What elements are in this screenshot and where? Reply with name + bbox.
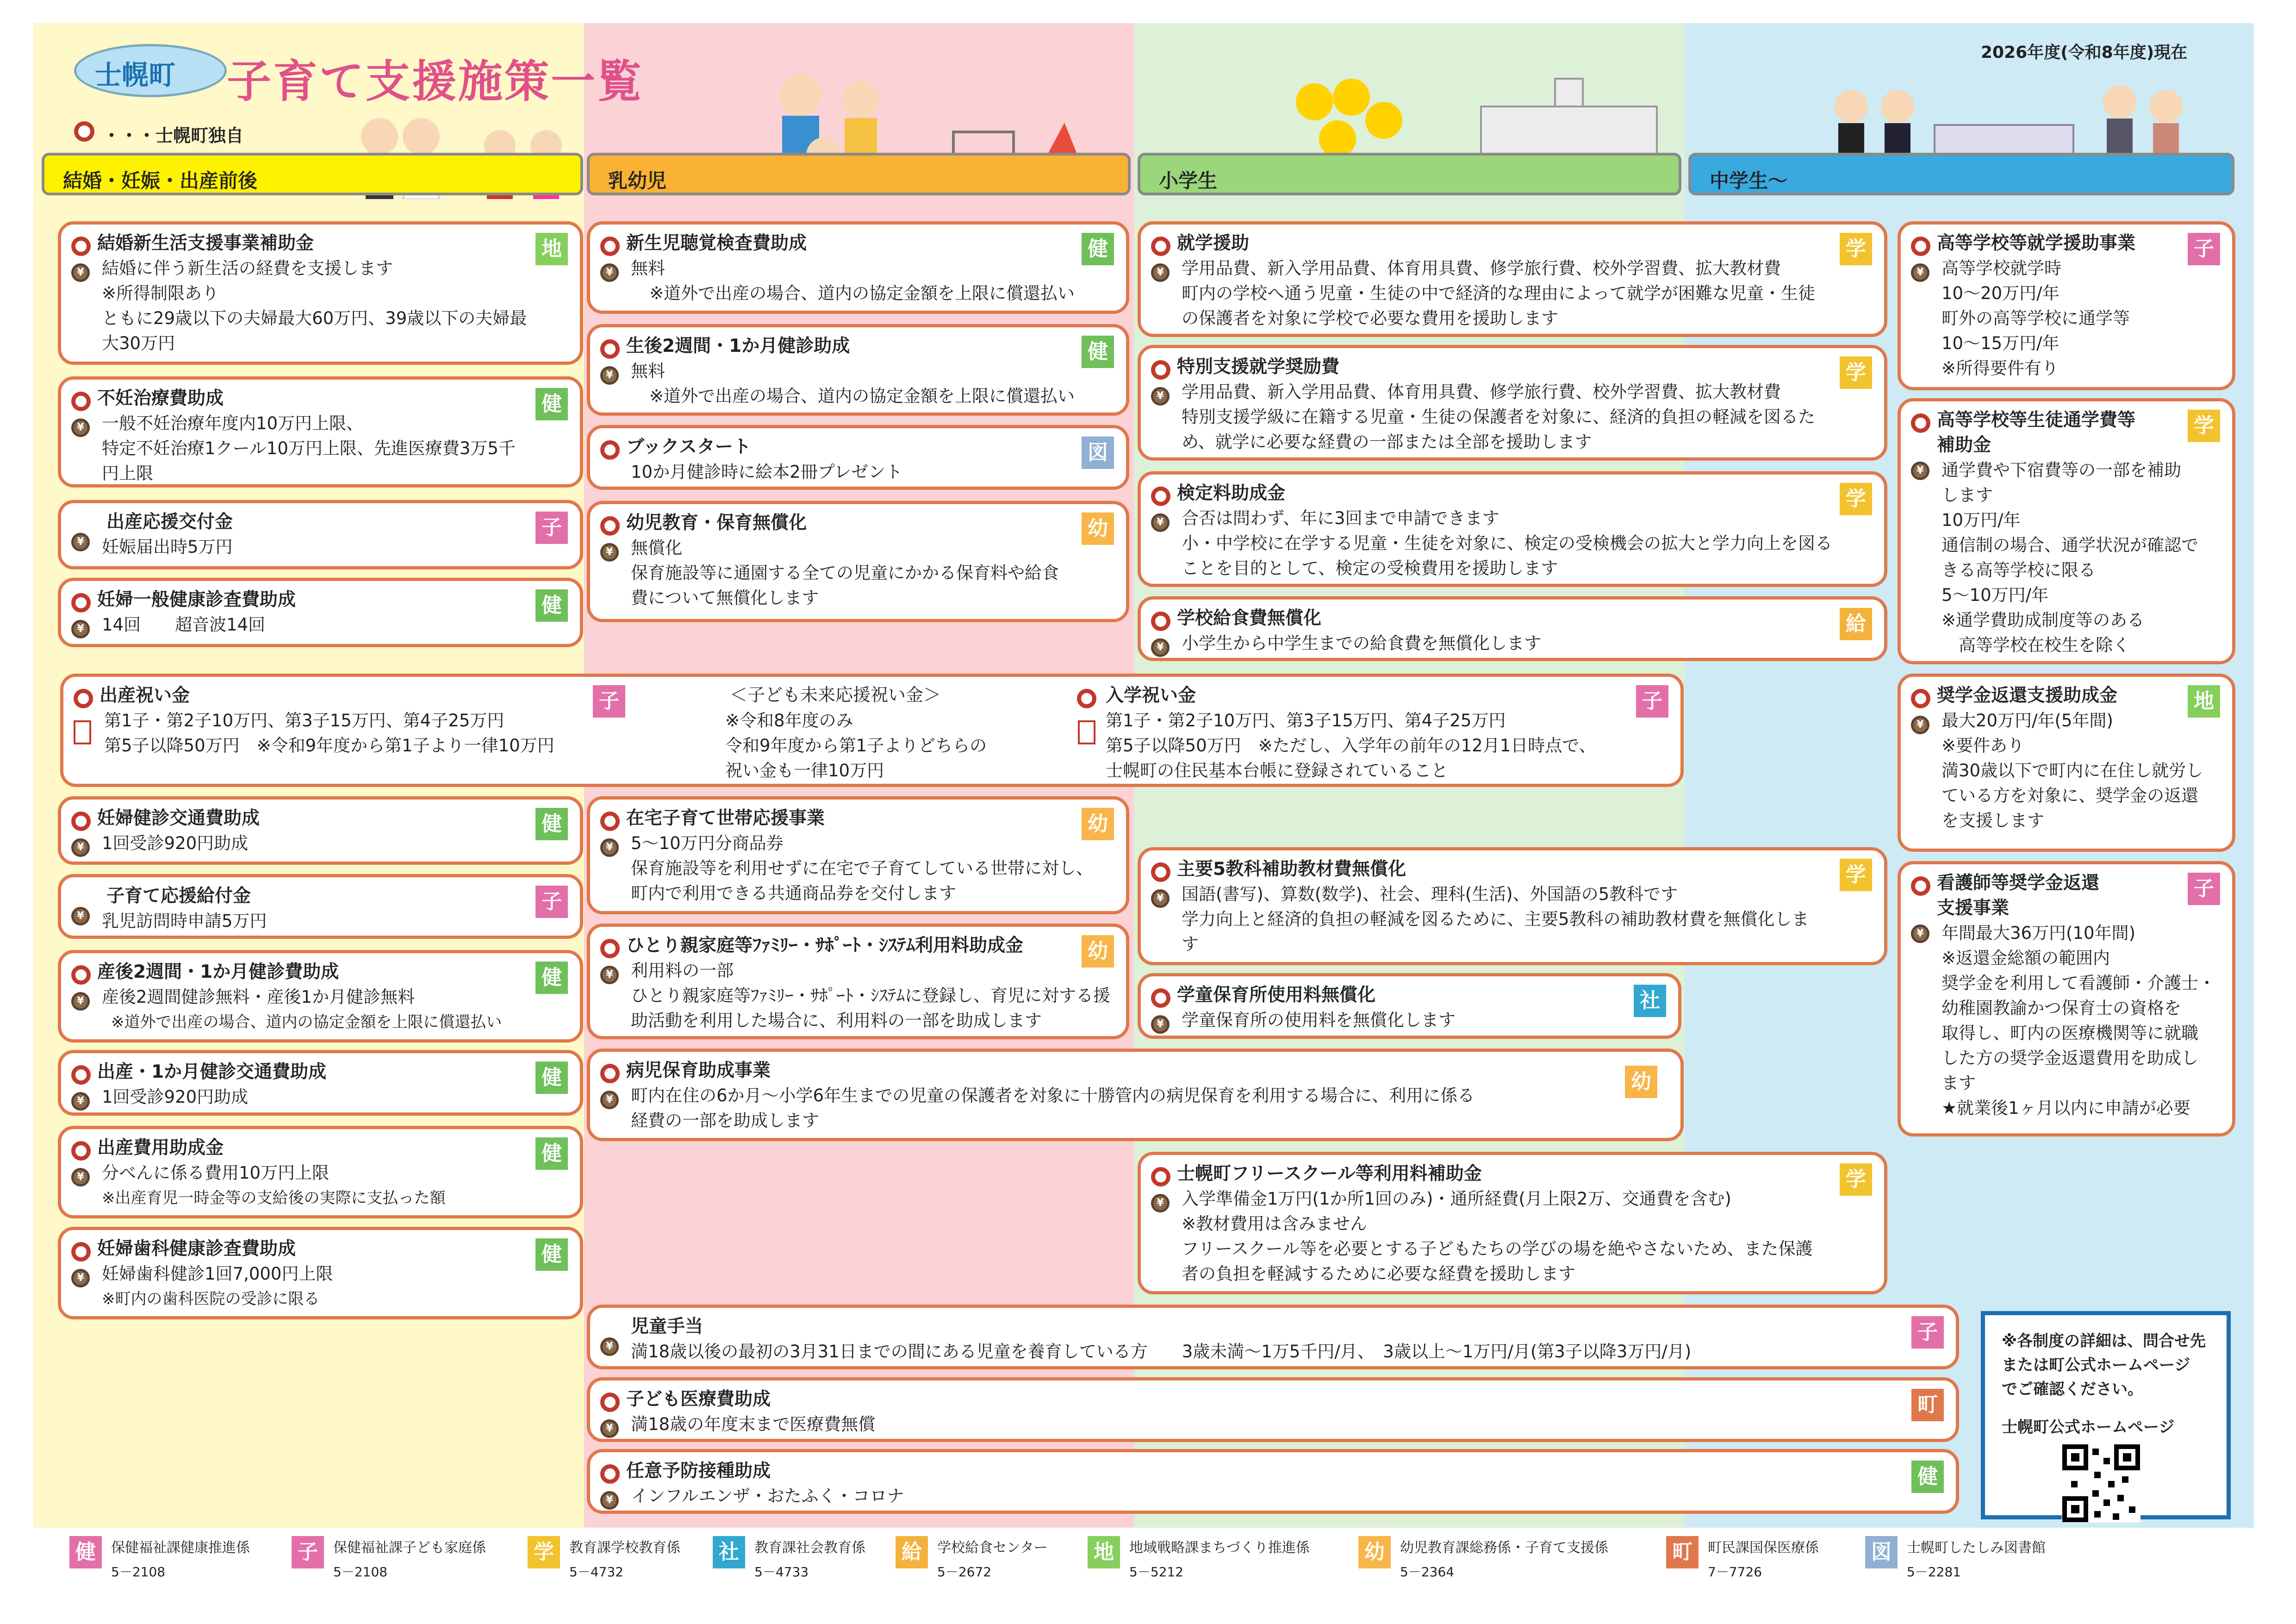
card-birth-and-enrollment-gifts[interactable]: 出産祝い金 第1子・第2子10万円、第3子15万円、第4子25万円 第5子以降50万円 ※令和9年度から第1子より一律10万円 子 ＜子ども未来応援祝い金＞ ※令和8年度のみ 令和9年度から第1子よりどちらの 祝い金も一律10万円 入学祝い金 第1子・第2子10万円、第3子15万円、第4子25万円 第5子以降50万円 ※ただし、入学年の前年の12月1日時点で、 士幌町の住民基本台帳に登録されていること 子 <box>60 674 1684 787</box>
badge-ko: 子 <box>1636 685 1668 718</box>
badge-chi: 地 <box>2188 685 2220 718</box>
town-original-icon <box>1151 988 1170 1008</box>
badge-ko: 子 <box>593 685 625 718</box>
card-child-allowance[interactable]: ¥ 児童手当 満18歳以後の最初の3月31日までの間にある児童を養育している方 3歳未満～1万5千円/月、 3歳以上～1万円/月(第3子以降3万円/月) 子 <box>587 1305 1959 1369</box>
band-pregnancy: 結婚・妊娠・出産前後 <box>42 153 583 195</box>
town-original-icon <box>1151 862 1170 882</box>
badge-ken: 健 <box>535 388 568 420</box>
town-original-icon <box>1151 360 1170 380</box>
yen-icon: ¥ <box>71 620 90 638</box>
card-high-school-aid[interactable]: ¥ 高等学校等就学援助事業 高等学校就学時 10～20万円/年 町外の高等学校に通学等 10～15万円/年 ※所得要件有り 子 <box>1898 221 2235 390</box>
marker-legend-icon <box>74 121 94 142</box>
qr-code-icon[interactable] <box>2062 1444 2140 1523</box>
yen-icon: ¥ <box>71 1168 90 1187</box>
badge-you: 幼 <box>1082 512 1114 545</box>
card-bookstart[interactable]: ブックスタート 10か月健診時に絵本2冊プレゼント 図 <box>587 425 1129 490</box>
band-infant: 乳幼児 <box>587 153 1131 195</box>
badge-ko: 子 <box>1911 1316 1944 1349</box>
date-label: 2026年度(令和8年度)現在 <box>1981 43 2188 62</box>
yen-icon: ¥ <box>600 1091 619 1109</box>
card-dental-checkup[interactable]: ¥ 妊婦歯科健康診査費助成 妊婦歯科健診1回7,000円上限 ※町内の歯科医院の受診に限る 健 <box>58 1227 583 1319</box>
band-elementary: 小学生 <box>1138 153 1681 195</box>
yen-icon: ¥ <box>600 543 619 562</box>
band-junior-high: 中学生～ <box>1688 153 2234 195</box>
town-original-icon <box>71 965 91 985</box>
future-fund-heading: ＜子ども未来応援祝い金＞ <box>730 685 941 705</box>
badge-kyu: 給 <box>1840 608 1872 640</box>
yen-icon: ¥ <box>600 1491 619 1510</box>
badge-gaku: 学 <box>1840 859 1872 891</box>
town-original-icon <box>1911 413 1930 433</box>
yen-icon: ¥ <box>1911 924 1929 943</box>
town-original-icon <box>600 516 620 536</box>
yen-icon: ¥ <box>1911 263 1929 282</box>
yen-icon: ¥ <box>600 263 619 282</box>
card-child-medical[interactable]: ¥ 子ども医療費助成 満18歳の年度末まで医療費無償 町 <box>587 1377 1959 1442</box>
badge-gaku: 学 <box>2188 410 2220 442</box>
yen-icon: ¥ <box>1151 1194 1170 1212</box>
town-original-icon <box>71 237 91 256</box>
card-afterschool-care[interactable]: ¥ 学童保育所使用料無償化 学童保育所の使用料を無償化します 社 <box>1138 973 1681 1039</box>
yen-icon: ¥ <box>71 533 90 551</box>
gift-envelope-icon <box>1078 720 1095 744</box>
town-original-icon <box>1911 237 1930 256</box>
town-original-icon <box>71 392 91 411</box>
card-marriage-support[interactable]: ¥ 結婚新生活支援事業補助金 結婚に伴う新生活の経費を支援します ※所得制限あり ともに29歳以下の夫婦最大60万円、39歳以下の夫婦最 大30万円 地 <box>58 221 583 365</box>
card-nursing-scholarship[interactable]: ¥ 看護師等奨学金返還 支援事業 年間最大36万円(10年間) ※返還金総額の範囲内 奨学金を利用して看護師・介護士・ 幼稚園教諭かつ保育士の資格を 取得し、町内の医療機関等に就職 した方の奨学金返還費用を助成し ます ★就業後1ヶ月以内に申請が必要 子 <box>1898 861 2235 1137</box>
badge-ko: 子 <box>2188 233 2220 265</box>
badge-ken: 健 <box>1082 233 1114 265</box>
badge-ken: 健 <box>535 589 568 622</box>
marker-legend-text: ・・・士幌町独自 <box>103 125 244 146</box>
badge-gaku: 学 <box>1840 483 1872 515</box>
card-childrearing-grant[interactable]: ¥ 子育て応援給付金 乳児訪問時申請5万円 子 <box>58 874 583 939</box>
yen-icon: ¥ <box>1911 462 1929 480</box>
card-postnatal-checkup[interactable]: ¥ 生後2週間・1か月健診助成 無料 ※道外で出産の場合、道内の協定金額を上限に償還払い 健 <box>587 324 1129 416</box>
badge-you: 幼 <box>1625 1066 1657 1098</box>
badge-you: 幼 <box>1082 808 1114 840</box>
badge-gaku: 学 <box>1840 233 1872 265</box>
town-original-icon <box>1911 689 1930 708</box>
card-exam-fee-aid[interactable]: ¥ 検定料助成金 合否は問わず、年に3回まで申請できます 小・中学校に在学する児童・生徒を対象に、検定の受検機会の拡大と学力向上を図る ことを目的として、検定の受検費用を援助します 学 <box>1138 471 1887 587</box>
yen-icon: ¥ <box>1911 716 1929 734</box>
yen-icon: ¥ <box>600 966 619 984</box>
town-original-icon <box>71 593 91 612</box>
yen-icon: ¥ <box>1151 638 1170 657</box>
yen-icon: ¥ <box>1151 889 1170 908</box>
town-original-icon <box>1151 1167 1170 1187</box>
badge-ko: 子 <box>535 886 568 918</box>
card-home-childcare-support[interactable]: ¥ 在宅子育て世帯応援事業 5～10万円分商品券 保育施設等を利用せずに在宅で子育てしている世帯に対し、 町内で利用できる共通商品券を交付します 幼 <box>587 796 1129 914</box>
yen-icon: ¥ <box>600 1419 619 1438</box>
card-school-aid[interactable]: ¥ 就学援助 学用品費、新入学用品費、体育用具費、修学旅行費、校外学習費、拡大教材費 町内の学校へ通う児童・生徒の中で経済的な理由によって就学が困難な児童・生徒 の保護者を対象に学校で必要な費用を援助します 学 <box>1138 221 1887 337</box>
badge-machi: 町 <box>1911 1389 1944 1421</box>
card-infertility[interactable]: ¥ 不妊治療費助成 一般不妊治療年度内10万円上限、 特定不妊治療1クール10万円上限、先進医療費3万5千 円上限 健 <box>58 376 583 487</box>
yen-icon: ¥ <box>71 838 90 857</box>
town-original-icon <box>71 1242 91 1262</box>
town-original-icon <box>74 689 93 708</box>
town-original-icon <box>1911 876 1930 896</box>
badge-chi: 地 <box>535 233 568 265</box>
badge-sha: 社 <box>1634 985 1666 1017</box>
yen-icon: ¥ <box>71 1092 90 1111</box>
badge-gaku: 学 <box>1840 356 1872 389</box>
card-birth-checkup-transport[interactable]: ¥ 出産・1か月健診交通費助成 1回受診920円助成 健 <box>58 1050 583 1116</box>
yen-icon: ¥ <box>600 366 619 385</box>
card-sick-child-care[interactable]: ¥ 病児保育助成事業 町内在住の6か月～小学6年生までの児童の保護者を対象に十勝管内の病児保育を利用する場合に、利用に係る 経費の一部を助成します 幼 <box>587 1049 1684 1141</box>
card-high-school-commute[interactable]: ¥ 高等学校等生徒通学費等 補助金 通学費や下宿費等の一部を補助 します 10万円/年 通信制の場合、通学状況が確認で きる高等学校に限る 5～10万円/年 ※通学費助成制度等のある 高等学校在校生を除く 学 <box>1898 398 2235 664</box>
town-original-icon <box>600 1393 620 1412</box>
yen-icon: ¥ <box>1151 513 1170 532</box>
gift-envelope-icon <box>74 720 91 744</box>
town-original-icon <box>600 237 620 256</box>
town-original-icon <box>71 1141 91 1161</box>
town-original-icon <box>71 1065 91 1085</box>
yen-icon: ¥ <box>1151 263 1170 282</box>
page-title: 子育て支援施策一覧 <box>227 56 643 107</box>
badge-zu: 図 <box>1082 437 1114 469</box>
town-original-icon <box>1151 612 1170 631</box>
badge-ken: 健 <box>535 1238 568 1271</box>
card-free-school-lunch[interactable]: ¥ 学校給食費無償化 小学生から中学生までの給食費を無償化します 給 <box>1138 596 1887 661</box>
yen-icon: ¥ <box>71 907 90 925</box>
town-original-icon <box>1077 689 1096 708</box>
yen-icon: ¥ <box>71 992 90 1011</box>
badge-ken: 健 <box>1082 336 1114 368</box>
card-birth-cost-aid[interactable]: ¥ 出産費用助成金 分べんに係る費用10万円上限 ※出産育児一時金等の支給後の実際に支払った額 健 <box>58 1126 583 1218</box>
card-birth-support-grant[interactable]: ¥ 出産応援交付金 妊娠届出時5万円 子 <box>58 500 583 569</box>
card-free-school-fee[interactable]: ¥ 士幌町フリースクール等利用料補助金 入学準備金1万円(1か所1回のみ)・通所経費(月上限2万、交通費を含む) ※教材費用は含みません フリースクール等を必要とする子どもたちの学びの場を絶やさないため、また保護 者の負担を軽減するために必要な経費を援助します 学 <box>1138 1152 1887 1294</box>
town-original-icon <box>600 440 620 460</box>
card-family-support-fee[interactable]: ¥ ひとり親家庭等ﾌｧﾐﾘｰ・ｻﾎﾟｰﾄ・ｼｽﾃﾑ利用料助成金 利用料の一部 ひとり親家庭等ﾌｧﾐﾘｰ・ｻﾎﾟｰﾄ・ｼｽﾃﾑに登録し、育児に対する援 助活動を利用した場合に、利用料の一部を助成します 幼 <box>587 924 1129 1039</box>
badge-you: 幼 <box>1082 935 1114 968</box>
contact-box: ※各制度の詳細は、問合せ先 または町公式ホームページ でご確認ください。 士幌町公式ホームページ <box>1981 1311 2231 1519</box>
yen-icon: ¥ <box>71 1269 90 1287</box>
town-original-icon <box>1151 237 1170 256</box>
card-vaccination[interactable]: ¥ 任意予防接種助成 インフルエンザ・おたふく・コロナ 健 <box>587 1449 1959 1514</box>
card-newborn-hearing[interactable]: ¥ 新生児聴覚検査費助成 無料 ※道外で出産の場合、道内の協定金額を上限に償還払い 健 <box>587 221 1129 314</box>
card-title: 結婚新生活支援事業補助金 <box>97 233 314 254</box>
badge-gaku: 学 <box>1840 1163 1872 1196</box>
card-postpartum-checkup[interactable]: ¥ 産後2週間・1か月健診費助成 産後2週間健診無料・産後1か月健診無料 ※道外で出産の場合、道内の協定金額を上限に償還払い 健 <box>58 950 583 1043</box>
town-original-icon <box>71 812 91 831</box>
card-special-support-aid[interactable]: ¥ 特別支援就学奨励費 学用品費、新入学用品費、体育用具費、修学旅行費、校外学習費、拡大教材費 特別支援学級に在籍する児童・生徒の保護者を対象に、経済的負担の軽減を図るた め、就学に必要な経費の一部または全部を援助します 学 <box>1138 345 1887 461</box>
town-original-icon <box>600 1064 620 1083</box>
card-five-subject-materials[interactable]: ¥ 主要5教科補助教材費無償化 国語(書写)、算数(数学)、社会、理科(生活)、外国語の5教科です 学力向上と経済的負担の軽減を図るために、主要5教科の補助教材費を無償化しま す 学 <box>1138 847 1887 965</box>
town-name: 士幌町 <box>95 59 176 91</box>
badge-ko: 子 <box>535 512 568 544</box>
town-original-icon <box>1151 487 1170 506</box>
town-original-icon <box>600 812 620 831</box>
card-checkup-transport[interactable]: ¥ 妊婦健診交通費助成 1回受診920円助成 健 <box>58 796 583 865</box>
town-original-icon <box>600 339 620 359</box>
homepage-label[interactable]: 士幌町公式ホームページ <box>2002 1418 2175 1437</box>
yen-icon: ¥ <box>71 263 90 282</box>
badge-ken: 健 <box>535 1137 568 1170</box>
yen-icon: ¥ <box>1151 1015 1170 1034</box>
card-free-childcare[interactable]: ¥ 幼児教育・保育無償化 無償化 保育施設等に通園する全ての児童にかかる保育料や給食 費について無償化します 幼 <box>587 501 1129 622</box>
yen-icon: ¥ <box>600 838 619 857</box>
badge-ken: 健 <box>535 1062 568 1094</box>
card-scholarship-repayment[interactable]: ¥ 奨学金返還支援助成金 最大20万円/年(5年間) ※要件あり 満30歳以下で町内に在住し就労し ている方を対象に、奨学金の返還 を支援します 地 <box>1898 674 2235 852</box>
card-pregnancy-checkup[interactable]: ¥ 妊婦一般健康診査費助成 14回 超音波14回 健 <box>58 578 583 647</box>
badge-ken: 健 <box>535 808 568 840</box>
yen-icon: ¥ <box>1151 387 1170 406</box>
badge-ken: 健 <box>1911 1461 1944 1493</box>
town-original-icon <box>600 1464 620 1484</box>
yen-icon: ¥ <box>71 418 90 437</box>
badge-ko: 子 <box>2188 873 2220 905</box>
town-original-icon <box>600 939 620 958</box>
badge-ken: 健 <box>535 962 568 994</box>
yen-icon: ¥ <box>600 1337 619 1356</box>
